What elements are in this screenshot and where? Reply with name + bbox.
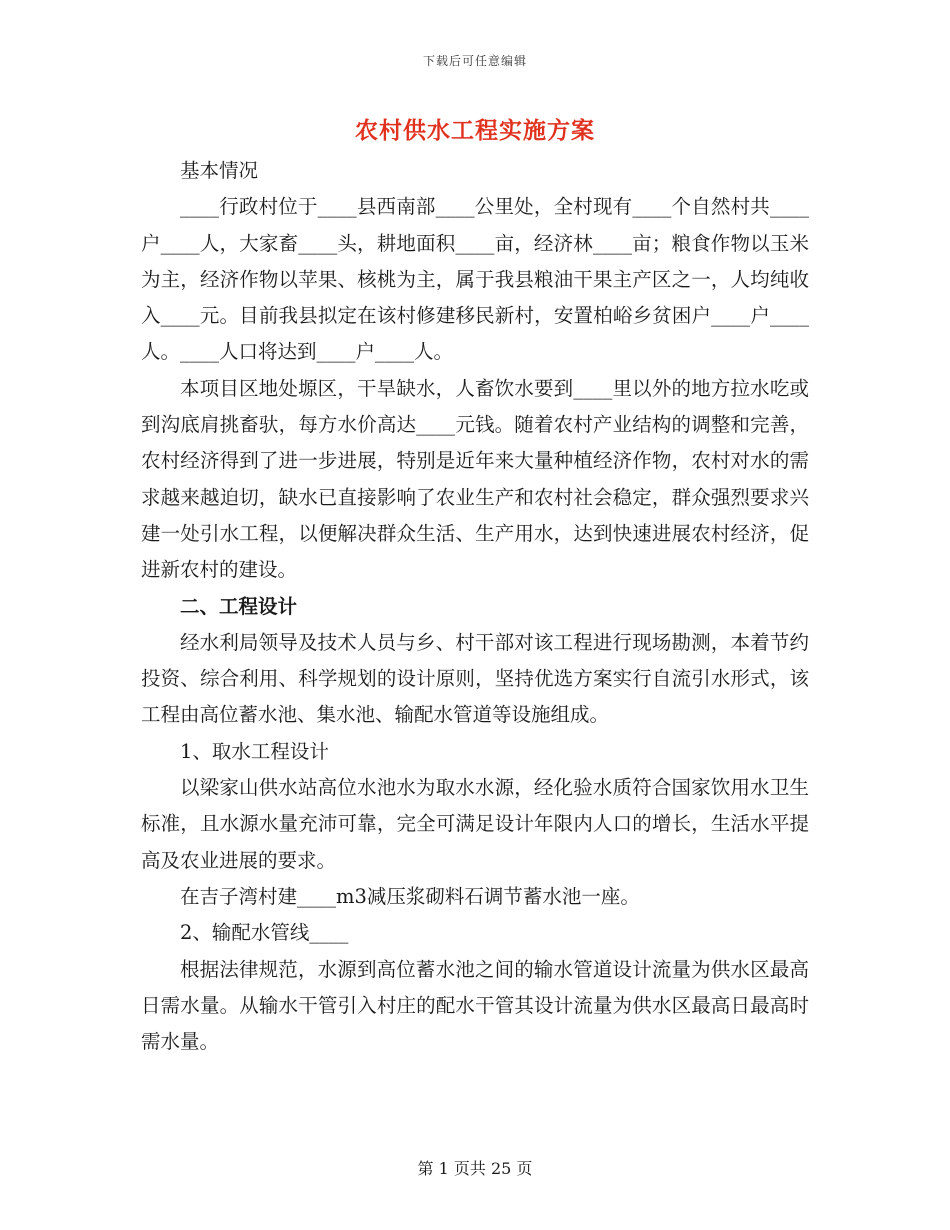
document-body bbox=[141, 153, 809, 1060]
paragraph-design-principles: 经水利局领导及技术人员与乡、村干部对该工程进行现场勘测，本着节约投资、综合利用、科学规划的设计原则，坚持优选方案实行自流引水形式，该工程由高位蓄水池、集水池、输配水管道等设施组成。 bbox=[141, 630, 809, 727]
subheading-pipeline: 2、输配水管线____ bbox=[180, 921, 349, 945]
paragraph-reservoir: 在吉子湾村建____m3减压浆砌料石调节蓄水池一座。 bbox=[180, 884, 640, 908]
section-heading-engineering-design: 二、工程设计 bbox=[180, 594, 298, 618]
header-note: 下载后可任意编辑 bbox=[422, 54, 527, 68]
subheading-water-intake-design: 1、取水工程设计 bbox=[180, 739, 329, 763]
paragraph-water-source: 以梁家山供水站高位水池水为取水水源，经化验水质符合国家饮用水卫生标准，且水源水量充沛可靠，完全可满足设计年限内人口的增长，生活水平提高及农业进展的要求。 bbox=[141, 776, 809, 872]
paragraph-project-background: 本项目区地处塬区，干旱缺水，人畜饮水要到____里以外的地方拉水吃或到沟底肩挑畜驮，每方水价高达____元钱。随着农村产业结构的调整和完善，农村经济得到了进一步进展，特别是近年来大量种植经济作物，农村对水的需求越来越迫切，缺水已直接影响了农业生产和农村社会稳定，群众强烈要求兴建一处引水工程，以便解决群众生活、生产用水，达到快速进展农村经济，促进新农村的建设。 bbox=[141, 376, 809, 582]
page-number: 第 1 页共 25 页 bbox=[417, 1159, 533, 1178]
section-heading-basic-info: 基本情况 bbox=[180, 159, 259, 182]
document-title: 农村供水工程实施方案 bbox=[355, 117, 595, 144]
paragraph-pipeline-flow: 根据法律规范，水源到高位蓄水池之间的输水管道设计流量为供水区最高日需水量。从输水干管引入村庄的配水干管其设计流量为供水区最高日最高时需水量。 bbox=[141, 957, 809, 1054]
paragraph-village-overview: ____行政村位于____县西南部____公里处，全村现有____个自然村共____户____人，大家畜____头，耕地面积____亩，经济林____亩；粮食作物以玉米为主，经济作物以苹果、核桃为主，属于我县粮油干果主产区之一，人均纯收入____元。目前我县拟定在该村修建移民新村，安置柏峪乡贫困户____户____人。____人口将达到____户____人。 bbox=[141, 195, 809, 364]
